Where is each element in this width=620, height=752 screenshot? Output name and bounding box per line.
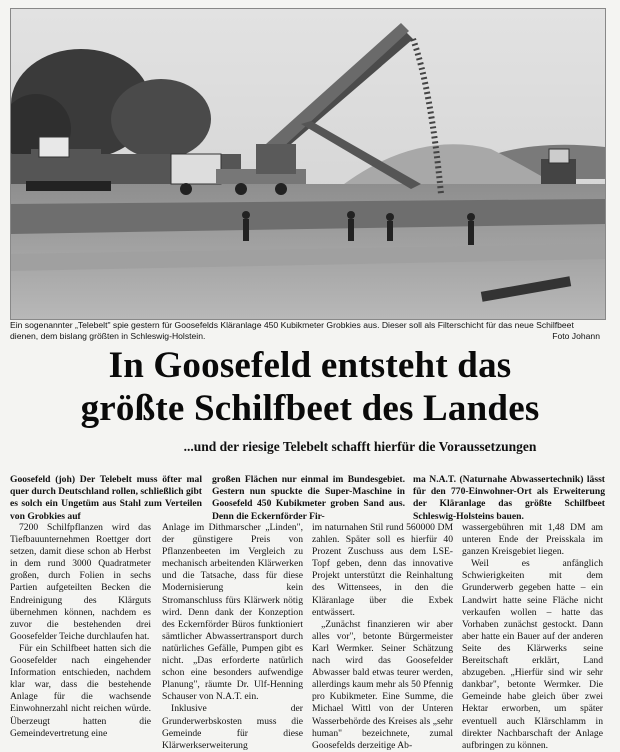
- news-photo: [10, 8, 606, 320]
- column-paragraph: Inklusive der Grunderwerbskosten muss die Gemeinde für diese Klärwerkserweiterung: [162, 703, 303, 751]
- article-column-4: [462, 522, 603, 752]
- article-column-1: [10, 522, 151, 740]
- subheadline: ...und der riesige Telebelt schafft hierfür die Voraussetzungen: [183, 439, 537, 454]
- column-paragraph: Weil es anfänglich Schwierigkeiten mit dem Grunderwerb gegeben hatte – ein Landwirt hatte seine Fläche nicht verkaufen wollen – hatte das Vorhaben zunächst gestockt. Dann aber hatte ein Bauer auf der anderen Seite des Klärwerks seine Bereitschaft erklärt, Land abzugeben. „Hierfür sind wir sehr dankbar", betonte Wermker. Die Gemeinde habe gleich über zwei Hektar erworben, um später eventuell auch Klärschlamm in direkter Nachbarschaft der Anlage aufbringen zu können.: [462, 558, 603, 751]
- column-paragraph: Anlage im Dithmarscher „Linden", der günstigere Preis von Pflanzenbeeten im Vergleich zu mechanisch arbeitenden Klärwerken und die Tatsache, dass für diese Modernisierung kein Stromanschluss fürs Klärwerk nötig wird. Denn dank der Konzeption des Eckernförder Büros funktioniert sämtlicher Abwassertransport durch natürliches Gefälle, Pumpen gibt es nicht. „Das erforderte natürlich schon eine besonders aufwendige Planung", räumte Dr. Ulf-Henning Schauser von N.A.T. ein.: [162, 522, 303, 703]
- column-paragraph: im naturnahen Stil rund 560000 DM zahlen. Später soll es hierfür 40 Prozent Zuschuss aus dem LSE-Topf geben, denn das innovative Projekt unterstützt die Reinhaltung des Wittensees, in den die Kläranlage über die Exbek entwässert.: [312, 522, 453, 618]
- headline-line-1: In Goosefeld entsteht das: [108, 345, 512, 386]
- column-paragraph: Für ein Schilfbeet hatten sich die Goosefelder nach eingehender Information entschieden, nachdem klar war, dass die bestehende Anlage für die wachsende Einwohnerzahl nicht reichen würde. Überzeugt hatten die Gemeindevertretung eine: [10, 642, 151, 739]
- article-column-2: [162, 522, 303, 752]
- caption-text: Ein sogenannter „Telebelt" spie gestern für Goosefelds Kläranlage 450 Kubikmeter Grobkies aus. Dieser soll als Filterschicht für das neue Schilfbeet dienen, dem bislang größten in Schleswig-Holstein.: [10, 320, 574, 341]
- telebelt-photo-illustration: [11, 9, 605, 319]
- lead-paragraph-left: Goosefeld (joh) Der Telebelt muss öfter mal quer durch Deutschland rollen, schließlich gibt es solch ein Ungetüm aus Stahl zum Verteilen von Grobkies auf: [10, 474, 202, 522]
- photo-credit: Foto Johann: [552, 331, 600, 341]
- headline-line-2: größte Schilfbeet des Landes: [80, 388, 540, 429]
- column-paragraph: wassergebühren mit 1,48 DM am unteren Ende der Preisskala im ganzen Kreisgebiet liegen.: [462, 522, 603, 558]
- headline: [0, 344, 620, 430]
- column-paragraph: 7200 Schilfpflanzen wird das Tiefbauunternehmen Roettger dort setzen, damit diese schon ab Herbst in dem rund 3000 Quadratmeter großen, durch Folien in sechs Partien aufgeteilten Becken die Endreinigung des Klärguts übernehmen können, nachdem es zuvor die bestehenden drei Goosefelder Teiche durchlaufen hat.: [10, 522, 151, 642]
- lead-paragraph-right: ma N.A.T. (Naturnahe Abwassertechnik) lässt für den 770-Einwohner-Ort als Erweiterung der Kläranlage das größte Schilfbeet Schleswig-Holsteins bauen.: [413, 474, 605, 522]
- photo-caption: [10, 320, 604, 342]
- lead-paragraph-middle: großen Flächen nur einmal im Bundesgebiet. Gestern nun spuckte die Super-Maschine in Goosefeld 450 Kubikmeter groben Sand aus. Denn die Eckernförder Fir-: [212, 474, 405, 522]
- column-paragraph: „Zunächst finanzieren wir aber alles vor", betonte Bürgermeister Karl Wermker. Seiner Schätzung nach wird das Goosefelder Abwasser bald etwas teurer werden, allerdings kaum mehr als 50 Pfennig pro Kubikmeter. Eine Summe, die Michael Wittl von der Unteren Wasserbehörde des Kreises als „sehr human" bezeichnete, zumal Goosefelds derzeitige Ab-: [312, 618, 453, 751]
- article-column-3: [312, 522, 453, 752]
